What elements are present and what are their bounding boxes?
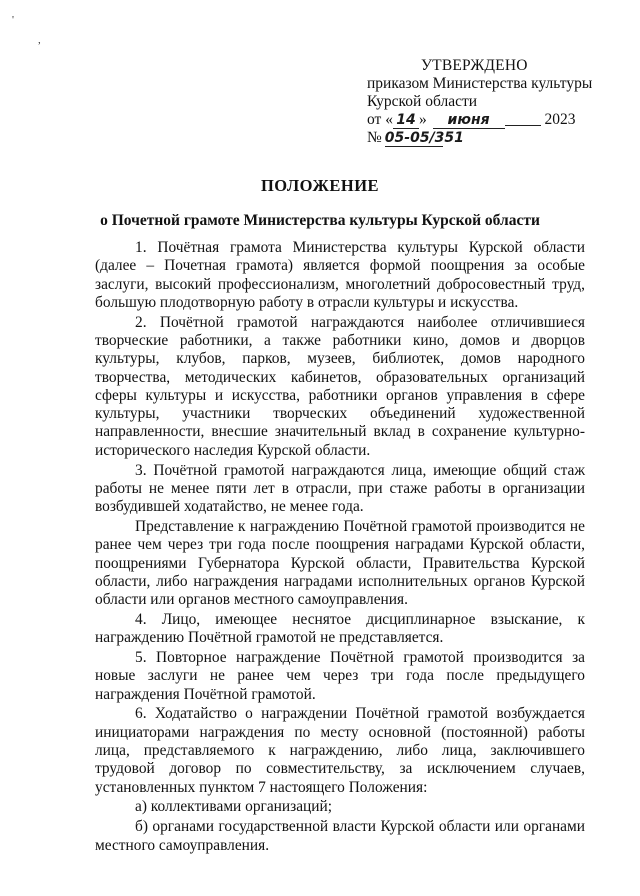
date-year: 2023: [544, 111, 576, 128]
paragraph-3: 3. Почётной грамотой награждаются лица, имеющие общий стаж работы не менее пяти лет в отрасли, при стаже работы в организации возбудившей ходатайство, не менее года.: [95, 461, 585, 516]
paragraph-3-continued: Представление к награждению Почётной грамотой производится не ранее чем через три года после поощрения наградами Курской области, поощрениями Губернатора Курской области, Правительства Курской области, либо награждения наградами исполнительных органов Курской области или органов местного самоуправления.: [95, 517, 585, 609]
approval-stamp-block: [367, 57, 627, 147]
handwritten-month: июня: [433, 112, 505, 129]
handwritten-day: 14: [393, 112, 419, 129]
paragraph-2: 2. Почётной грамотой награждаются наиболее отличившиеся творческие работники, а также работники кино, домов и дворцов культуры, клубов, парков, музеев, библиотек, домов народного творчества, методических кабинетов, образовательных организаций сферы культуры и искусства, работники органов управления в сфере культуры, участники творческих объединений художественной направленности, внесшие значительный вклад в сохранение культурно-исторического наследия Курской области.: [95, 313, 585, 459]
number-prefix: №: [367, 129, 382, 146]
approval-region-line: Курской области: [367, 93, 478, 110]
approved-label: УТВЕРЖДЕНО: [421, 57, 528, 74]
handwritten-number: 05-05/351: [384, 130, 464, 146]
document-title: ПОЛОЖЕНИЕ: [260, 176, 380, 195]
list-item-b: б) органами государственной власти Курской области или органами местного самоуправления.: [95, 818, 585, 854]
paragraph-1: 1. Почётная грамота Министерства культуры Курской области (далее – Почетная грамота) является формой поощрения за особые заслуги, высокий профессионализм, многолетний добросовестный труд, большую плодотворную работу в отрасли культуры и искусства.: [95, 239, 585, 311]
document-subtitle: о Почетной грамоте Министерства культуры Курской области: [100, 212, 540, 229]
paragraph-4: 4. Лицо, имеющее неснятое дисциплинарное взыскание, к награждению Почётной грамотой не представляется.: [95, 610, 585, 647]
date-mid: »: [418, 111, 427, 128]
document-body: [95, 239, 585, 856]
approval-order-line: приказом Министерства культуры: [367, 75, 593, 92]
scan-mark: ,: [38, 34, 41, 46]
list-item-a: а) коллективами организаций;: [135, 798, 333, 816]
date-prefix: от «: [367, 111, 393, 128]
paragraph-5: 5. Повторное награждение Почётной грамотой производится за новые заслуги не ранее чем через три года после предыдущего награждения Почётной грамотой.: [95, 649, 585, 703]
approval-number-line: [367, 129, 627, 147]
scan-mark: ': [12, 14, 14, 26]
approval-date-line: [367, 111, 627, 129]
paragraph-6: 6. Ходатайство о награждении Почётной грамотой возбуждается инициаторами награждения по месту основной (постоянной) работы лица, представляемого к награждению, либо лица, заключившего трудовой договор по совместительству, за исключением случаев, установленных пунктом 7 настоящего Положения:: [95, 705, 585, 796]
date-blank-line: [505, 111, 541, 126]
